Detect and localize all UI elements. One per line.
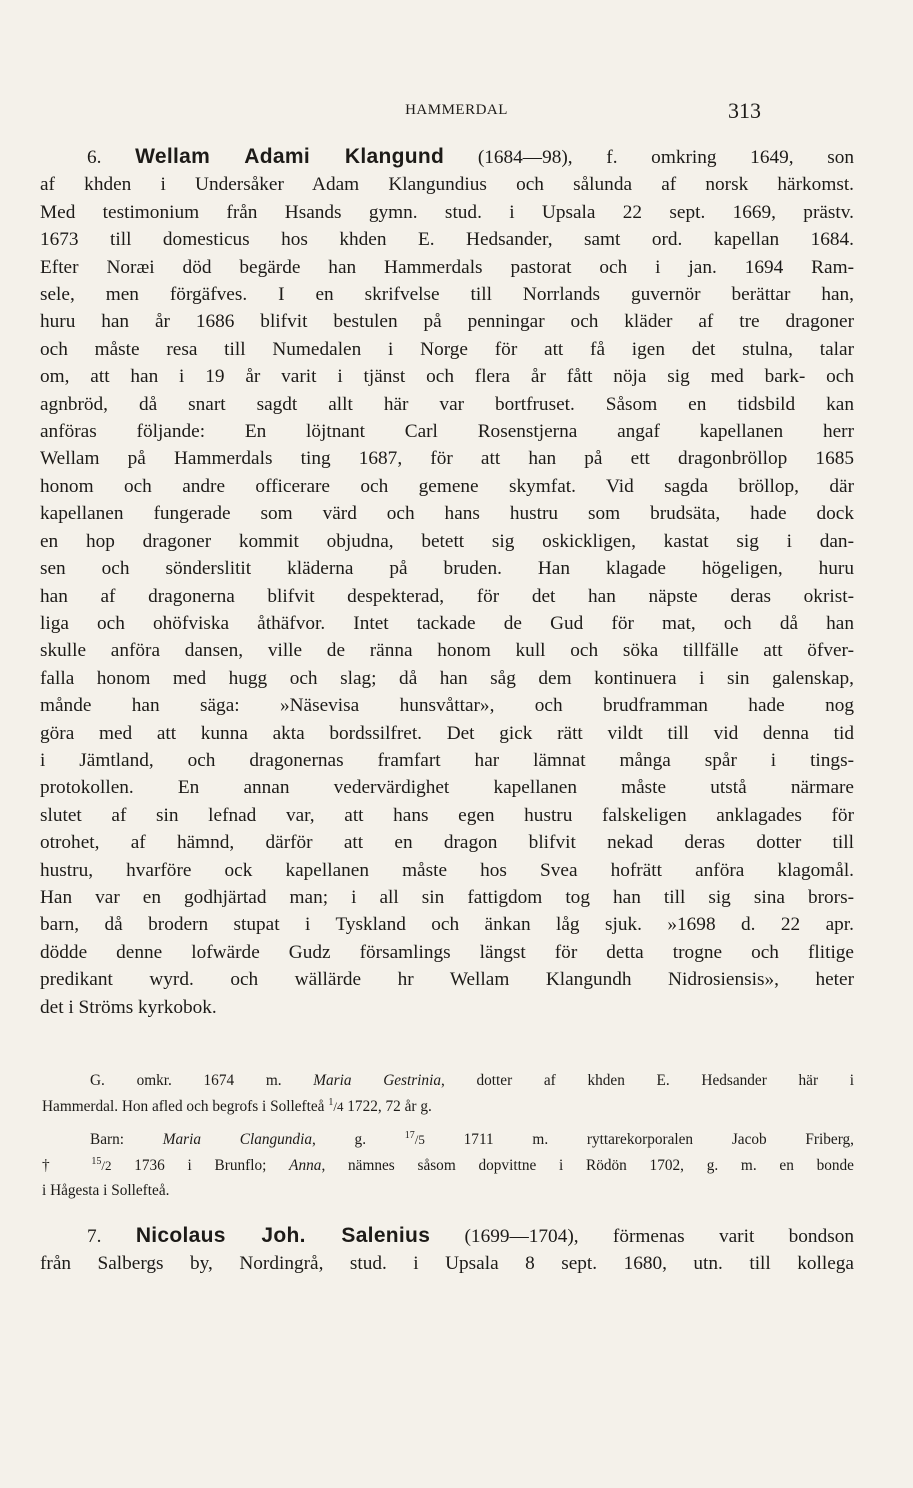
text-line: slutet af sin lefnad var, att hans egen hustru falskeligen anklagades för — [40, 804, 854, 826]
text-line: en hop dragoner kommit objudna, betett sig oskickligen, kastat sig i dan- — [40, 530, 854, 552]
entry-number: 7. — [87, 1226, 102, 1247]
footnotes — [42, 1068, 854, 1204]
text-line: honom och andre officerare och gemene skymfat. Vid sagda bröllop, där — [40, 475, 854, 497]
text-line: det i Ströms kyrkobok. — [40, 996, 217, 1018]
text-line: i Jämtland, och dragonernas framfart har lämnat många spår i tings- — [40, 749, 854, 771]
text-line: om, att han i 19 år varit i tjänst och flera år fått nöja sig med bark- och — [40, 366, 854, 388]
spouse-name: Maria Gestrinia — [313, 1072, 441, 1089]
text-line: falla honom med hugg och slag; då han såg dem kontinuera i sin galenskap, — [40, 667, 854, 689]
text-line: sele, men förgäfves. I en skrifvelse till Norrlands guvernör berättar han, — [40, 284, 854, 306]
entry-name: Wellam Adami Klangund — [135, 145, 445, 168]
entry-number: 6. — [87, 147, 102, 168]
entry-name: Nicolaus Joh. Salenius — [135, 1224, 431, 1247]
text-line: protokollen. En annan vedervärdighet kapellanen måste utstå närmare — [40, 777, 854, 799]
note-marriage-line-2: Hammerdal. Hon afled och begrofs i Sollefteå $^1$/4 1722, 72 år g. — [42, 1096, 432, 1115]
note-marriage-line-1: G. omkr. 1674 m. Maria Gestrinia, dotter af khden E. Hedsander här i — [90, 1072, 854, 1089]
text-line: predikant wyrd. och wällärde hr Wellam Klangundh Nidrosiensis», heter — [40, 969, 854, 991]
text-line: otrohet, af hämnd, därför att en dragon blifvit nekad deras dotter till — [40, 832, 854, 854]
text-line: anföras följande: En löjtnant Carl Rosenstjerna angaf kapellanen herr — [40, 421, 854, 443]
text-line: hustru, hvarföre ock kapellanen måste hos Svea hofrätt anföra klagomål. — [40, 859, 854, 881]
child-name: Maria Clangundia — [162, 1131, 312, 1148]
child-name: Anna — [289, 1156, 322, 1174]
text-line: kapellanen fungerade som värd och hans hustru som brudsäta, hade dock — [40, 503, 854, 525]
text-line: dödde denne lofwärde Gudz församlings längst för detta trogne och flitige — [40, 941, 854, 963]
text-line: göra med att kunna akta bordssilfret. Det gick rätt vildt till vid denna tid — [40, 722, 854, 744]
text-line: af khden i Undersåker Adam Klangundius och sålunda af norsk härkomst. — [40, 174, 854, 196]
running-title: HAMMERDAL — [405, 102, 508, 118]
text-line: Han var en godhjärtad man; i all sin fattigdom tog han till sig sina brors- — [40, 886, 854, 908]
page-number: 313 — [728, 98, 761, 123]
text-line: han af dragonerna blifvit despekterad, för det han näpste deras okrist- — [40, 585, 854, 607]
entry-nicolaus-salenius — [40, 1222, 854, 1278]
text-line: Efter Noræi död begärde han Hammerdals pastorat och i jan. 1694 Ram- — [40, 256, 854, 278]
running-head — [0, 98, 913, 128]
text-line: från Salbergs by, Nordingrå, stud. i Upsala 8 sept. 1680, utn. till kollega — [40, 1253, 854, 1275]
text-line: 6. Wellam Adami Klangund (1684—98), f. omkring 1649, son — [87, 145, 855, 168]
text-line: Wellam på Hammerdals ting 1687, för att han på ett dragonbröllop 1685 — [40, 448, 854, 470]
note-children-line-2: † $^{15}$/2 1736 i Brunflo; Anna, nämnes såsom dopvittne i Rödön 1702, g. m. en bonde — [42, 1155, 854, 1174]
entry-wellam-klangund — [40, 143, 854, 1021]
text-line: sen och sönderslitit kläderna på bruden. Han klagade högeligen, huru — [40, 558, 854, 580]
text-line: 7. Nicolaus Joh. Salenius (1699—1704), förmenas varit bondson — [87, 1224, 854, 1247]
text-line: barn, då brodern stupat i Tyskland och änkan låg sjuk. »1698 d. 22 apr. — [40, 914, 854, 936]
text-line: agnbröd, då snart sagdt allt här var bortfruset. Såsom en tidsbild kan — [40, 393, 854, 415]
text-line: Med testimonium från Hsands gymn. stud. i Upsala 22 sept. 1669, prästv. — [40, 201, 854, 223]
text-line: huru han år 1686 blifvit bestulen på penningar och kläder af tre dragoner — [40, 311, 854, 333]
text-line: 1673 till domesticus hos khden E. Hedsander, samt ord. kapellan 1684. — [40, 229, 854, 251]
text-line: och måste resa till Numedalen i Norge för att få igen det stulna, talar — [40, 338, 854, 360]
note-children-line-3: i Hågesta i Sollefteå. — [42, 1182, 170, 1199]
note-children-line-1: Barn: Maria Clangundia, g. $^{17}$/5 1711 m. ryttarekorporalen Jacob Friberg, — [90, 1129, 854, 1148]
text-line: skulle anföra dansen, ville de ränna honom kull och söka tillfälle att öfver- — [40, 640, 854, 662]
text-line: liga och ohöfviska åthäfvor. Intet tackade de Gud för mat, och då han — [40, 612, 854, 634]
text-line: månde han säga: »Näsevisa hunsvåttar», och brudframman hade nog — [40, 695, 854, 717]
dagger-icon: † — [42, 1156, 69, 1174]
